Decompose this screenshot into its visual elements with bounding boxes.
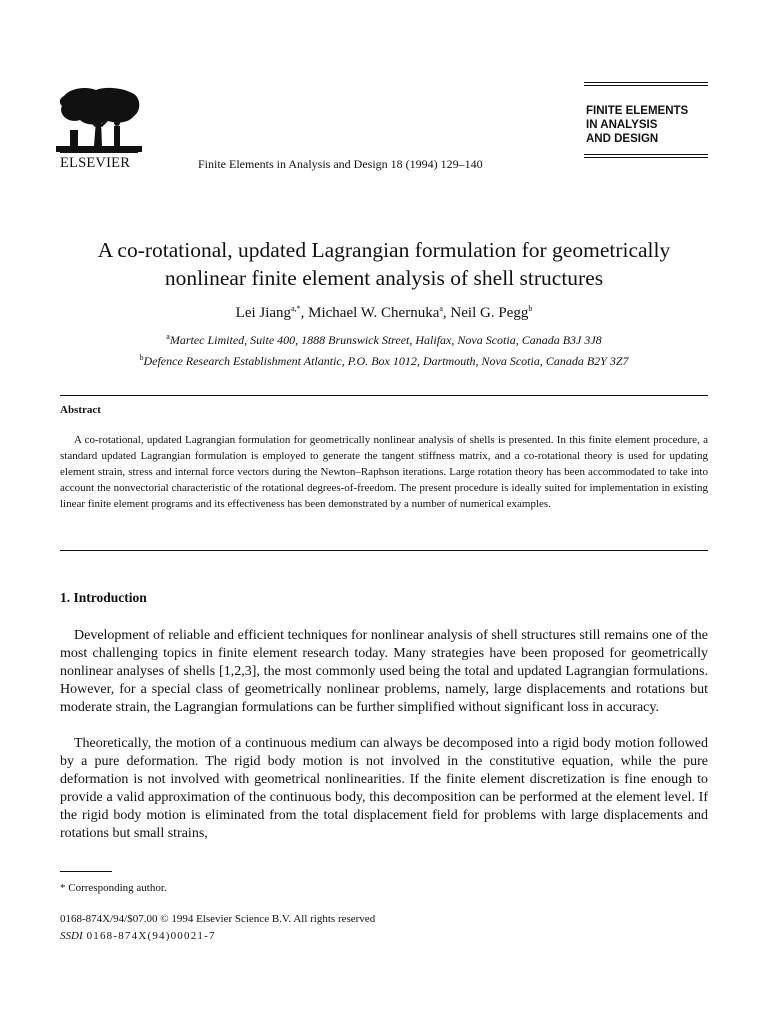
abstract-top-rule <box>60 395 708 396</box>
author-name: Michael W. Chernuka <box>308 305 440 321</box>
author-name: Neil G. Pegg <box>450 305 529 321</box>
abstract-heading: Abstract <box>60 404 101 416</box>
footnote: * Corresponding author. <box>60 882 167 894</box>
body-paragraph: Development of reliable and efficient techniques for nonlinear analysis of shell structures still remains one of the most challenging topics in finite element research today. Many strategies have been proposed for geometrically nonlinear analyses of shells [1,2,3], the most commonly used being the total and updated Lagrangian formulations. However, for a special class of geometrically nonlinear problems, namely, large displacements and rotations but moderate strain, the Lagrangian formulations can be further simplified without significant loss in accuracy. <box>60 628 708 715</box>
ssdi-label: SSDI <box>60 930 83 942</box>
publisher-name: ELSEVIER <box>60 155 131 171</box>
journal-title-block <box>584 82 708 160</box>
elsevier-tree-logo <box>56 86 142 156</box>
affiliation-mark: b <box>139 353 144 362</box>
body-paragraph: Theoretically, the motion of a continuous medium can always be decomposed into a rigid body motion followed by a pure deformation. The rigid body motion is not involved in the constitutive equation, while the pure deformation is not involved with geometrical nonlinearities. If the finite element discretization is fine enough to provide a valid approximation of the continuous body, this decomposition can be performed at the element level. If the rigid body motion is eliminated from the total displacement field for problems with large displacements and rotations but small strains, <box>60 736 708 841</box>
author-mark: a,* <box>291 304 301 313</box>
ssdi-line <box>60 930 216 942</box>
author-mark: a <box>439 304 443 313</box>
author-mark: b <box>528 304 533 313</box>
article-title-line-1: A co-rotational, updated Lagrangian formulation for geometrically <box>97 238 671 262</box>
bottom-rule <box>584 154 708 155</box>
bottom-rule-2 <box>584 157 708 158</box>
article-title <box>30 236 738 292</box>
section-heading: 1. Introduction <box>60 590 147 605</box>
affiliation-mark: a <box>166 332 170 341</box>
affiliation-text: Defence Research Establishment Atlantic, P.O. Box 1012, Dartmouth, Nova Scotia, Canada B2Y 3Z7 <box>143 354 629 368</box>
affiliation-text: Martec Limited, Suite 400, 1888 Brunswick Street, Halifax, Nova Scotia, Canada B3J 3J8 <box>169 333 602 347</box>
ssdi-value: 0168-874X(94)00021-7 <box>86 930 216 942</box>
author-name: Lei Jiang <box>235 305 292 321</box>
footnote-rule <box>60 871 112 872</box>
author-list: Lei Jiang$^{a,*}$, Michael W. Chernuka$^a$, Neil G. Pegg$^b$ <box>235 304 533 321</box>
top-rule <box>584 82 708 83</box>
top-rule-2 <box>584 85 708 86</box>
journal-title: FINITE ELEMENTS IN ANALYSIS AND DESIGN <box>586 105 689 145</box>
journal-citation: Finite Elements in Analysis and Design 18 (1994) 129–140 <box>198 157 483 171</box>
affiliation-a <box>30 332 738 348</box>
affiliation-b <box>30 353 738 369</box>
abstract-text: A co-rotational, updated Lagrangian formulation for geometrically nonlinear analysis of shells is presented. In this finite element procedure, a standard updated Lagrangian formulation is employed to generate the tangent stiffness matrix, and a co-rotational theory is used for updating element strain, stress and internal force vectors during the Newton–Raphson iterations. Large rotation theory has been accommodated to take into account the nonvectorial characteristic of the rotational degrees-of-freedom. The present procedure is ideally suited for implementation in existing linear finite element programs and its effectiveness has been demonstrated by a number of numerical examples. <box>60 434 708 510</box>
abstract-bottom-rule <box>60 550 708 551</box>
copyright-line: 0168-874X/94/$07.00 © 1994 Elsevier Science B.V. All rights reserved <box>60 913 376 925</box>
article-title-line-2: nonlinear finite element analysis of shell structures <box>164 266 604 290</box>
